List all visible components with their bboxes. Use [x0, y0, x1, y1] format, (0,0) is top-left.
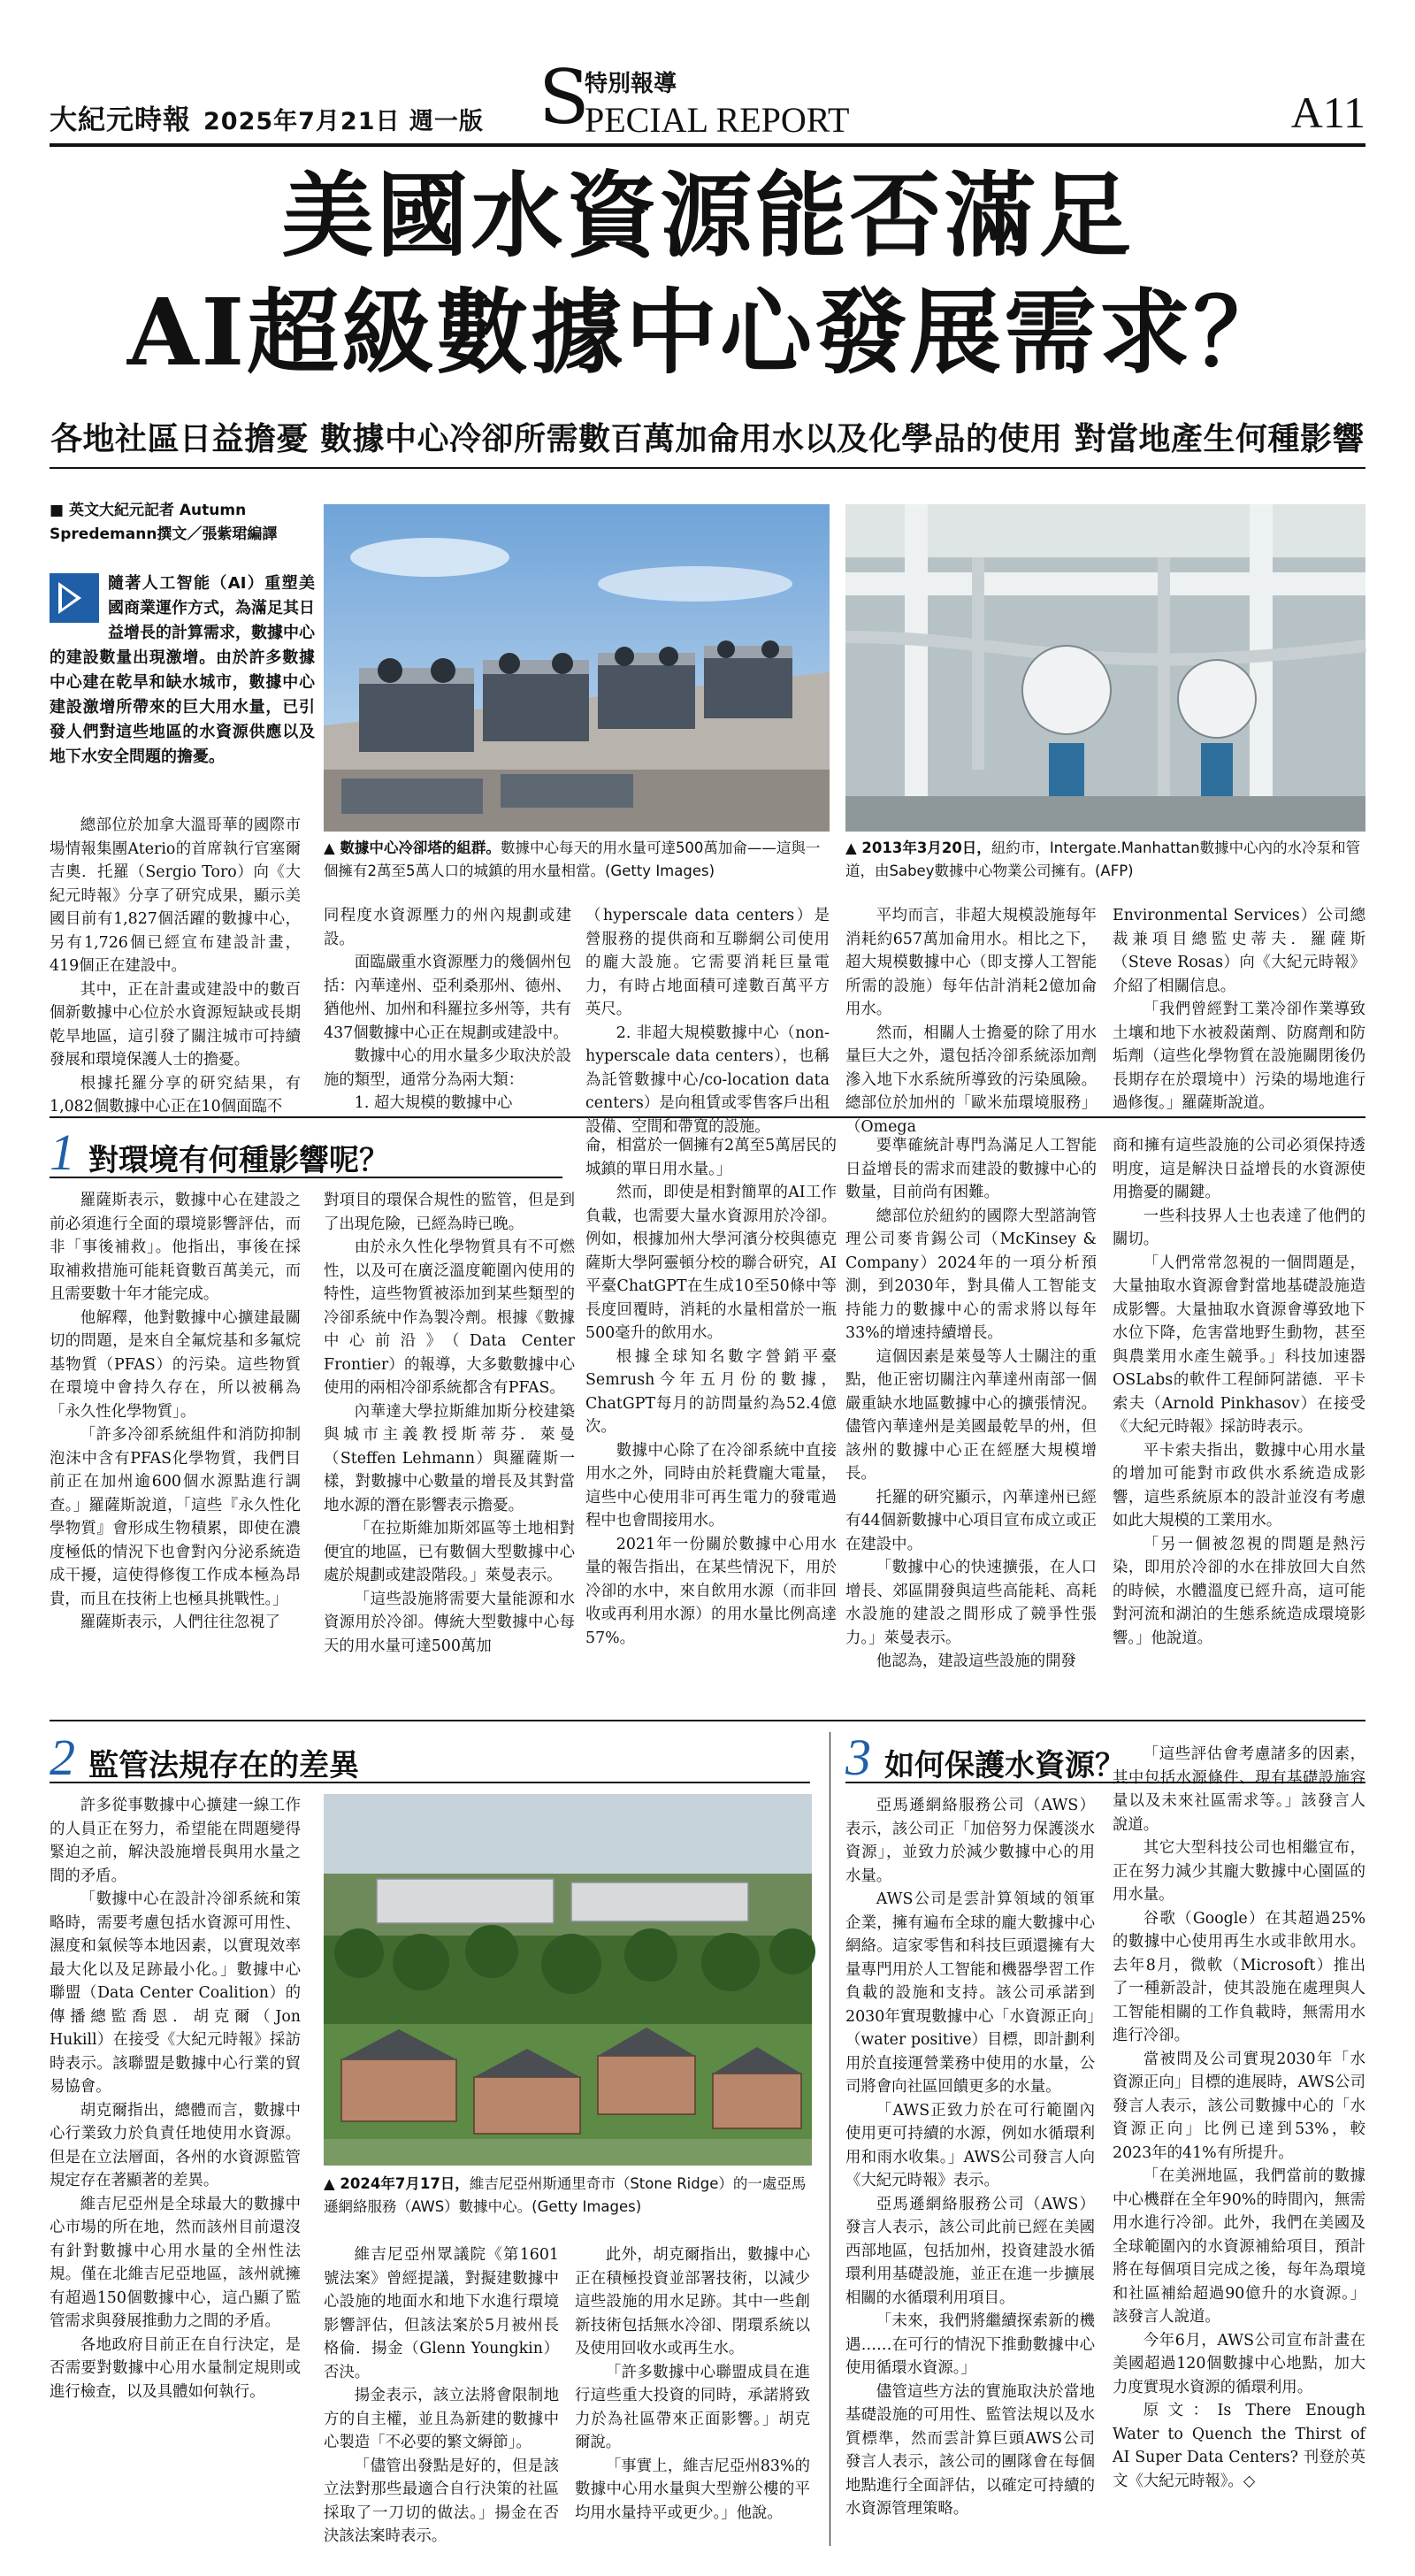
- body-paragraph: 揚金表示，該立法將會限制地方的自主權，並且為新建的數據中心製造「不必要的繁文縟節」。: [324, 2387, 559, 2451]
- masthead: [50, 54, 1365, 143]
- body-paragraph: 「這些設施將需要大量能源和水資源用於冷卻。傳統大型數據中心每天的用水量可達500萬加: [324, 1590, 575, 1655]
- page-number: A11: [1290, 88, 1365, 137]
- photo-3-caption-text: 維吉尼亞州斯通里奇市（Stone Ridge）的一處亞馬遜網絡服務（AWS）數據中心。(Getty Images): [324, 2175, 807, 2215]
- photo-cooling-towers: [324, 504, 830, 832]
- intro-paragraph: 根據托羅分享的研究結果，有1,082個數據中心正在10個面臨不: [50, 1074, 301, 1116]
- paper-name: 大紀元時報: [50, 104, 191, 136]
- section-divider: [50, 1116, 1365, 1118]
- water-pumps-image: [845, 504, 1365, 832]
- chevron-icon: [50, 573, 99, 623]
- byline: [50, 499, 315, 547]
- section-initial: S: [539, 54, 590, 141]
- subhead-divider: [50, 467, 1365, 469]
- body-paragraph: 侖，相當於一個擁有2萬至5萬居民的城鎮的單日用水量。」: [585, 1137, 837, 1178]
- body-paragraph: 托羅的研究顯示，內華達州已經有44個新數據中心項目宣布成立或正在建設中。: [845, 1488, 1097, 1553]
- intro-column-3: [585, 904, 830, 1136]
- body-paragraph: 這個因素是萊曼等人士關注的重點，他正密切關注內華達州南部一個嚴重缺水地區數據中心的擴張情況。儘管內華達州是美國最乾旱的州，但該州的數據中心正在經歷大規模增長。: [845, 1347, 1097, 1483]
- intro-paragraph: 然而，相關人士擔憂的除了用水量巨大之外，還包括冷卻系統添加劑滲入地下水系統所導致的污染風險。總部位於加州的「歐米茄環境服務」（Omega: [845, 1024, 1097, 1136]
- section-2-number: 2: [50, 1729, 75, 1786]
- section-2-heading: [50, 1729, 810, 1786]
- photo-1-caption-text: 數據中心每天的用水量可達500萬加侖——這與一個擁有2萬至5萬人口的城鎮的用水量相當。(Getty Images): [324, 840, 821, 879]
- byline-line-2: Spredemann撰文／張紫珺編譯: [50, 525, 278, 543]
- section-label-en: PECIAL REPORT: [585, 100, 850, 140]
- body-paragraph: 亞馬遜網絡服務公司（AWS）表示，該公司正「加倍努力保護淡水資源」，並致力於減少數據中心的用水量。: [845, 1797, 1095, 1885]
- body-paragraph: 亞馬遜網絡服務公司（AWS）發言人表示，該公司此前已經在美國西部地區，包括加州，投資建設水循環利用基礎設施，並正在進一步擴展相關的水循環利用項目。: [845, 2195, 1095, 2307]
- body-paragraph: 平卡索夫指出，數據中心用水量的增加可能對市政供水系統造成影響，這些系統原本的設計並沒有考慮如此大規模的工業用水。: [1113, 1441, 1365, 1530]
- body-paragraph: 許多從事數據中心擴建一線工作的人員正在努力，希望能在問題變得緊迫之前，解決設施增長與用水量之間的矛盾。: [50, 1797, 301, 1885]
- section-1-number: 1: [50, 1123, 75, 1181]
- subheadline: 各地社區日益擔憂 數據中心冷卻所需數百萬加侖用水以及化學品的使用 對當地產生何種影響: [50, 421, 1365, 457]
- intro-paragraph: Environmental Services）公司總裁兼項目總監史蒂夫．羅薩斯（Steve Rosas）向《大紀元時報》介紹了相關信息。: [1113, 907, 1365, 995]
- byline-line-1: ■ 英文大紀元記者 Autumn: [50, 502, 247, 519]
- intro-paragraph: 總部位於加拿大溫哥華的國際市場情報集團Aterio的首席執行官塞爾吉奧．托羅（Sergio Toro）向《大紀元時報》分享了研究成果，顯示美國目前有1,827個活躍的數據中心，另有1,726個已經宣布建設計畫，419個正在建設中。: [50, 816, 301, 975]
- body-paragraph: AWS公司是雲計算領域的領軍企業，擁有遍布全球的龐大數據中心網絡。這家零售和科技巨頭還擁有大量專門用於人工智能和機器學習工作負載的設施和支持。該公司承諾到2030年實現數據中心「水資源正向」（water positive）目標，即計劃利用於直接運營業務中使用的水量，公司將會向社區回饋更多的水量。: [845, 1890, 1095, 2096]
- body-paragraph: 「在美洲地區，我們當前的數據中心機群在全年90%的時間內，無需用水進行冷卻。此外，我們在美國及全球範圍內的水資源補給項目，預計將在每個項目完成之後，每年為環境和社區補給超過90億升的水資源。」該發言人說道。: [1113, 2167, 1365, 2326]
- section-2-column-3: [575, 2243, 810, 2546]
- section-1-column-5: [1113, 1134, 1365, 1713]
- body-paragraph: 「AWS正致力於在可行範圍內使用更可持續的水源，例如水循環利用和雨水收集。」AWS公司發言人向《大紀元時報》表示。: [845, 2101, 1095, 2189]
- masthead-left: [50, 97, 484, 137]
- body-paragraph: 他認為，建設這些設施的開發: [876, 1652, 1076, 1670]
- body-paragraph: 「數據中心在設計冷卻系統和策略時，需要考慮包括水資源可用性、濕度和氣候等本地因素，以實現效率最大化以及足跡最小化。」數據中心聯盟（Data Center Coalition）的傳播總監喬恩．胡克爾（Jon Hukill）在接受《大紀元時報》採訪時表示。該聯盟是數據中心行業的貿易協會。: [50, 1890, 301, 2096]
- body-paragraph: 「儘管出發點是好的，但是該立法對那些最適合自行決策的社區採取了一刀切的做法。」揚金在否決該法案時表示。: [324, 2457, 559, 2545]
- section-3-column-1: [845, 1794, 1095, 2546]
- body-paragraph: 要準確統計專門為滿足人工智能日益增長的需求而建設的數據中心的數量，目前尚有困難。: [845, 1137, 1097, 1201]
- body-paragraph: 「許多冷卻系統組件和消防抑制泡沫中含有PFAS化學物質，我們目前正在加州逾600個水源點進行調查。」羅薩斯說道，「這些『永久性化學物質』會形成生物積累，即使在濃度極低的情況下也會對內分泌系統造成干擾，這使得修復工作成本極為昂貴，而且在技術上也極具挑戰性。」: [50, 1426, 301, 1608]
- section-1-title: 對環境有何種影響呢？: [88, 1143, 389, 1178]
- intro-paragraph: 同程度水資源壓力的州內規劃或建設。: [324, 907, 571, 948]
- body-paragraph: 數據中心除了在冷卻系統中直接用水之外，同時由於耗費龐大電量，這些中心使用非可再生電力的發電過程中也會間接用水。: [585, 1441, 837, 1530]
- body-paragraph: 「人們常常忽視的一個問題是，大量抽取水資源會對當地基礎設施造成影響。大量抽取水資源會導致地下水位下降，危害當地野生動物，甚至與農業用水產生競爭。」科技加速器OSLabs的軟件工程師阿諾德．平卡索夫（Arnold Pinkhasov）在接受《大紀元時報》採訪時表示。: [1113, 1254, 1365, 1436]
- body-paragraph: 維吉尼亞州眾議院《第1601號法案》曾經提議，對擬建數據中心設施的地面水和地下水進行環境影響評估，但該法案於5月被州長格倫．揚金（Glenn Youngkin）否決。: [324, 2246, 559, 2381]
- photo-1-caption-lead: ▲ 數據中心冷卻塔的組群。: [324, 840, 501, 856]
- intro-paragraph: 其中，正在計畫或建設中的數百個新數據中心位於水資源短缺或長期乾旱地區，這引發了關注城市可持續發展和環境保護人士的擔憂。: [50, 980, 301, 1069]
- intro-paragraph: （hyperscale data centers）是營服務的提供商和互聯網公司使用的龐大設施。它需要消耗巨量電力，有時占地面積可達數百萬平方英尺。: [585, 907, 830, 1018]
- body-paragraph: 羅薩斯表示，人們往往忽視了: [80, 1614, 280, 1631]
- body-paragraph: 「在拉斯維加斯郊區等土地相對便宜的地區，已有數個大型數據中心處於規劃或建設階段。」萊曼表示。: [324, 1520, 575, 1584]
- section-1-column-2: [324, 1189, 575, 1713]
- intro-paragraph: 面臨嚴重水資源壓力的幾個州包括：內華達州、亞利桑那州、德州、猶他州、加州和科羅拉多州等，共有437個數據中心正在規劃或建設中。: [324, 954, 571, 1042]
- intro-column-2: [324, 904, 571, 1111]
- body-paragraph: 「許多數據中心聯盟成員在進行這些重大投資的同時，承諾將致力於為社區帶來正面影響。」胡克爾說。: [575, 2363, 810, 2451]
- body-paragraph: 「這些評估會考慮諸多的因素，其中包括水源條件、現有基礎設施容量以及未來社區需求等。」該發言人說道。: [1113, 1745, 1365, 1834]
- body-paragraph: 「另一個被忽視的問題是熱污染，即用於冷卻的水在排放回大自然的時候，水體溫度已經升高，這可能對河流和湖泊的生態系統造成環境影響。」他說道。: [1113, 1535, 1365, 1647]
- lead-paragraph: [50, 571, 315, 770]
- body-paragraph: 羅薩斯表示，數據中心在建設之前必須進行全面的環境影響評估，而非「事後補救」。他指出，事後在採取補救措施可能耗資數百萬美元，而且需要數十年才能完成。: [50, 1192, 301, 1303]
- section-1-column-1: [50, 1189, 301, 1713]
- photo-2-caption: [845, 837, 1365, 883]
- body-paragraph: 維吉尼亞州是全球最大的數據中心市場的所在地，然而該州目前還沒有針對數據中心用水量的全州性法規。僅在北維吉尼亞地區，該州就擁有超過150個數據中心，這凸顯了監管需求與發展推動力之間的矛盾。: [50, 2195, 301, 2330]
- section-3-title: 如何保護水資源？: [884, 1748, 1125, 1783]
- aws-data-center-image: [324, 1794, 812, 2166]
- body-paragraph: 谷歌（Google）在其超過25%的數據中心使用再生水或非飲用水。去年8月，微軟（Microsoft）推出了一種新設計，使其設施在處理與人工智能相關的工作負載時，無需用水進行冷卻。: [1113, 1909, 1365, 2044]
- intro-paragraph: 2. 非超大規模數據中心（non-hyperscale data centers），也稱為託管數據中心/co-location data centers）是向租賃或零售客戶出租設備、空間和帶寬的設施。: [585, 1024, 830, 1136]
- body-paragraph: 當被問及公司實現2030年「水資源正向」目標的進展時，AWS公司發言人表示，該公司數據中心的「水資源正向」比例已達到53%，較2023年的41%有所提升。: [1113, 2050, 1365, 2162]
- section-label-zh: 特別報導: [585, 71, 677, 97]
- cooling-towers-image: [324, 504, 830, 832]
- body-paragraph: 由於永久性化學物質具有不可燃性，以及可在廣泛溫度範圍內使用的特性，這些物質被添加到某些類型的冷卻系統中作為製冷劑。根據《數據中心前沿》（Data Center Frontier）的報導，大多數數據中心使用的兩相冷卻系統都含有PFAS。: [324, 1238, 575, 1397]
- body-paragraph: 他解釋，他對數據中心擴建最關切的問題，是來自全氟烷基和多氟烷基物質（PFAS）的污染。這些物質在環境中會持久存在，所以被稱為「永久性化學物質」。: [50, 1308, 301, 1421]
- section-1-heading: [50, 1123, 562, 1181]
- body-paragraph: 內華達大學拉斯維加斯分校建築與城市主義教授斯蒂芬．萊曼（Steffen Lehmann）與羅薩斯一樣，對數據中心數量的增長及其對當地水源的潛在影響表示擔憂。: [324, 1402, 575, 1514]
- photo-2-caption-lead: ▲ 2013年3月20日，: [845, 840, 991, 856]
- intro-paragraph: 平均而言，非超大規模設施每年消耗約657萬加侖用水。相比之下，超大規模數據中心（即支撐人工智能所需的設施）每年估計消耗2億加侖用水。: [845, 907, 1097, 1018]
- intro-paragraph: 1. 超大規模的數據中心: [354, 1094, 513, 1112]
- body-paragraph: 「事實上，維吉尼亞州83%的數據中心用水量與大型辦公樓的平均用水量持平或更少。」他說。: [575, 2457, 810, 2522]
- intro-paragraph: 「我們曾經對工業冷卻作業導致土壤和地下水被殺菌劑、防腐劑和防垢劑（這些化學物質在設施關閉後仍長期存在於環境中）污染的場地進行過修復。」羅薩斯說道。: [1113, 1000, 1365, 1112]
- issue-date: 2025年7月21日 週一版: [203, 108, 484, 135]
- section-2-column-2: [324, 2243, 559, 2546]
- body-paragraph: 根據全球知名數字營銷平臺Semrush今年五月份的數據，ChatGPT每月的訪問量約為52.4億次。: [585, 1347, 837, 1436]
- photo-2-caption-text: 紐約市，Intergate.Manhattan數據中心內的水冷泵和管道，由Sabey數據中心物業公司擁有。(AFP): [845, 840, 1361, 879]
- photo-3-caption: [324, 2173, 812, 2219]
- masthead-divider: [50, 143, 1365, 147]
- section-3-number: 3: [845, 1729, 871, 1786]
- body-paragraph: 「未來，我們將繼續探索新的機遇……在可行的情況下推動數據中心使用循環水資源。」: [845, 2312, 1095, 2377]
- body-paragraph: 原文：Is There Enough Water to Quench the Thirst of AI Super Data Centers? 刊登於英文《大紀元時報》。◇: [1113, 2402, 1365, 2490]
- body-paragraph: 總部位於紐約的國際大型諮詢管理公司麥肯錫公司（McKinsey & Company）2024年的一項分析預測，到2030年，對具備人工智能支持能力的數據中心的需求將以每年33%的增速持續增長。: [845, 1207, 1097, 1342]
- section-1-column-3: [585, 1134, 837, 1713]
- headline-line-2: AI超級數據中心發展需求？: [126, 278, 1289, 387]
- lead-text: 隨著人工智能（AI）重塑美國商業運作方式，為滿足其日益增長的計算需求，數據中心的建設數量出現激增。由於許多數據中心建在乾旱和缺水城市，數據中心建設激增所帶來的巨大用水量，已引發人們對這些地區的水資源供應以及地下水安全問題的擔憂。: [50, 574, 315, 766]
- body-paragraph: 一些科技界人士也表達了他們的關切。: [1113, 1207, 1365, 1248]
- intro-column-1: [50, 814, 301, 1116]
- body-paragraph: 2021年一份關於數據中心用水量的報告指出，在某些情況下，用於冷卻的水中，來自飲用水源（而非回收或再利用水源）的用水量比例高達57%。: [585, 1535, 837, 1647]
- photo-3-caption-lead: ▲ 2024年7月17日，: [324, 2175, 470, 2192]
- section-2-column-1: [50, 1794, 301, 2546]
- photo-1-caption: [324, 837, 830, 883]
- intro-paragraph: 數據中心的用水量多少取決於設施的類型，通常分為兩大類：: [324, 1047, 571, 1089]
- body-paragraph: 今年6月，AWS公司宣布計畫在美國超過120個數據中心地點，加大力度實現水資源的循環利用。: [1113, 2331, 1365, 2396]
- headline-line-1: 美國水資源能否滿足: [281, 161, 1134, 270]
- section-1-column-4: [845, 1134, 1097, 1713]
- section-divider: [50, 1720, 1365, 1721]
- body-paragraph: 其它大型科技公司也相繼宣布，正在努力減少其龐大數據中心園區的用水量。: [1113, 1839, 1365, 1904]
- intro-column-4: [845, 904, 1097, 1136]
- section-2-title: 監管法規存在的差異: [88, 1748, 359, 1783]
- body-paragraph: 然而，即使是相對簡單的AI工作負載，也需要大量水資源用於冷卻。例如，根據加州大學河濱分校與德克薩斯大學阿靈頓分校的聯合研究，AI平臺ChatGPT在生成10至50條中等長度回覆時，消耗的水量相當於一瓶500毫升的飲用水。: [585, 1184, 837, 1342]
- photo-aws-data-center: [324, 1794, 812, 2166]
- body-paragraph: 此外，胡克爾指出，數據中心正在積極投資並部署技術，以減少這些設施的用水足跡。其中一些創新技術包括無水冷卻、閉環系統以及使用回收水或再生水。: [575, 2246, 810, 2358]
- photo-water-pumps: [845, 504, 1365, 832]
- body-paragraph: 儘管這些方法的實施取決於當地基礎設施的可用性、監管法規以及水質標準，然而雲計算巨頭AWS公司發言人表示，該公司的團隊會在每個地點進行全面評估，以確定可持續的水資源管理策略。: [845, 2382, 1095, 2518]
- intro-column-5: [1113, 904, 1365, 1111]
- body-paragraph: 對項目的環保合規性的監管，但是到了出現危險，已經為時已晚。: [324, 1192, 575, 1233]
- body-paragraph: 商和擁有這些設施的公司必須保持透明度，這是解決日益增長的水資源使用擔憂的關鍵。: [1113, 1137, 1365, 1201]
- section-3-column-2: [1113, 1743, 1365, 2546]
- body-paragraph: 胡克爾指出，總體而言，數據中心行業致力於負責任地使用水資源。但是在立法層面，各州的水資源監管規定存在著顯著的差異。: [50, 2101, 301, 2189]
- headline: [50, 157, 1365, 391]
- body-paragraph: 各地政府目前正在自行決定，是否需要對數據中心用水量制定規則或進行檢查，以及具體如何執行。: [50, 2335, 301, 2401]
- body-paragraph: 「數據中心的快速擴張，在人口增長、郊區開發與這些高能耗、高耗水設施的建設之間形成了競爭性張力。」萊曼表示。: [845, 1559, 1097, 1647]
